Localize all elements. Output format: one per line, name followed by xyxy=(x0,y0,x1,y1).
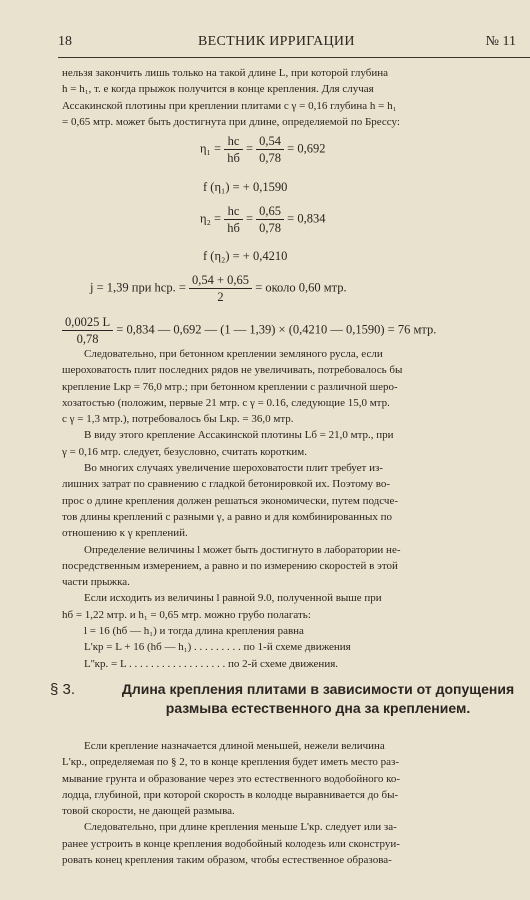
section-title-line: размыва естественного дна за креплением. xyxy=(165,700,471,716)
text-line: лишних затрат по сравнению с гладкой бетонировкой их. Поэтому во- xyxy=(62,478,391,491)
denominator: hб xyxy=(227,221,240,235)
fraction xyxy=(62,314,113,347)
text-line: прос о длине крепления должен решаться экономически, путем подсче- xyxy=(62,494,399,507)
text-line: Если исходить из величины l равной 9.0, полученной выше при xyxy=(84,592,382,605)
text-line: посредственным измерением, а равно и по измерению скоростей в этой xyxy=(62,559,398,572)
body-text xyxy=(62,346,530,672)
text-line: части прыжка. xyxy=(62,576,130,589)
numerator: hc xyxy=(224,133,243,150)
text-line: γ = 0,16 мтр. следует, безусловно, считать коротким. xyxy=(62,445,308,458)
fraction xyxy=(256,203,284,236)
text-line: ранее устроить в конце крепления водобойный колодезь или сконструи- xyxy=(62,837,400,850)
formula-length xyxy=(62,314,436,347)
journal-title: ВЕСТНИК ИРРИГАЦИИ xyxy=(198,34,355,49)
formula-lhs: j = 1,39 при hср. = xyxy=(90,280,186,295)
text-line: тов длины креплений с разными γ, а равно и для комбинированных по xyxy=(62,510,392,523)
numerator: 0,65 xyxy=(256,203,284,220)
fraction xyxy=(256,133,284,166)
text-line: Если крепление назначается длиной меньшей, нежели величина xyxy=(84,740,385,752)
text-line: ровать конец крепления таким образом, чтобы естественное образова- xyxy=(62,854,392,867)
section-title-line: Длина крепления плитами в зависимости от допущения xyxy=(121,681,515,697)
denominator: 0,78 xyxy=(259,221,282,235)
section-number: § 3. xyxy=(50,681,76,698)
text-line: Ассакинской плотины при креплении плитами с γ = 0,16 глубина h = h₁ xyxy=(62,99,397,112)
text-line: с γ = 1,3 мтр.), потребовалось бы Lкр. = 36,0 мтр. xyxy=(62,413,294,426)
text-line: = 0,65 мтр. может быть достигнута при длине, определяемой по Брессу: xyxy=(62,115,400,128)
formula-lhs: η₂ = xyxy=(200,211,222,226)
numerator: 0,54 + 0,65 xyxy=(189,272,252,289)
text-line: h = h₁, т. е когда прыжок получится в конце крепления. Для случая xyxy=(62,83,374,96)
text-line: L'кр., определяемая по § 2, то в конце крепления будет иметь место раз- xyxy=(62,756,400,769)
text-line: Следовательно, при длине крепления меньше L'кр. следует или за- xyxy=(84,821,397,834)
text-line: шероховатость плит последних рядов не увеличивать, потребовалось бы xyxy=(62,364,403,377)
formula-lhs: η₁ = xyxy=(200,141,222,156)
text-line: товой скорости, не дающей размыва. xyxy=(62,805,235,818)
text-line: лодца, глубиной, при которой скорость в колодце выравнивается до бы- xyxy=(62,788,399,801)
page-number: 18 xyxy=(58,34,72,49)
text-line: крепление Lкр = 76,0 мтр.; при бетонном креплении с различной шеро- xyxy=(62,380,398,393)
issue-number: № 11 xyxy=(485,34,516,49)
text-line: Следовательно, при бетонном креплении земляного русла, если xyxy=(84,348,383,360)
denominator: 0,78 xyxy=(76,332,99,346)
header-rule xyxy=(58,57,530,58)
formula-result: = 0,834 xyxy=(287,211,326,226)
formula-mean-depth xyxy=(90,272,347,305)
text-line: Определение величины l может быть достигнуто в лаборатории не- xyxy=(84,543,401,556)
numerator: 0,0025 L xyxy=(62,314,113,331)
numerator: 0,54 xyxy=(256,133,284,150)
intro-paragraph xyxy=(62,65,530,130)
text-line: l = 16 (hб — h₁) и тогда длина крепления равна xyxy=(84,625,304,638)
formula-result: = 0,834 — 0,692 — (1 — 1,39) × (0,4210 — 0,1590) = 76 мтр. xyxy=(116,322,437,337)
text-line: L''кр. = L . . . . . . . . . . . . . . . . . . по 2-й схеме движения. xyxy=(84,657,339,670)
text-line: hб = 1,22 мтр. и h₁ = 0,65 мтр. можно грубо полагать: xyxy=(62,608,311,621)
formula-f-eta1: f (η₁) = + 0,1590 xyxy=(203,180,288,194)
fraction xyxy=(224,203,243,236)
running-header xyxy=(58,34,520,56)
formula-result: = 0,692 xyxy=(287,141,326,156)
denominator: hб xyxy=(227,151,240,165)
formula-f-eta2: f (η₂) = + 0,4210 xyxy=(203,249,288,263)
text-line: Во многих случаях увеличение шероховатости плит требует из- xyxy=(84,462,383,475)
formula-eta2: η₂ = $\frac{hc}{hб}$ = $\frac{0,65}{0,78}$ = 0,834 xyxy=(200,204,326,235)
text-line: нельзя закончить лишь только на такой длине L, при которой глубина xyxy=(62,67,388,79)
denominator: 0,78 xyxy=(259,151,282,165)
denominator: 2 xyxy=(217,290,224,304)
text-line: мывание грунта и образование через это естественного водобойного ко- xyxy=(62,772,401,785)
numerator: hc xyxy=(224,203,243,220)
fraction xyxy=(189,272,252,305)
section-title xyxy=(98,680,530,718)
text-line: хозатостью (положим, первые 21 мтр. с γ = 0.16, следующие 15,0 мтр. xyxy=(62,396,390,409)
text-line: В виду этого крепление Ассакинской плотины Lб = 21,0 мтр., при xyxy=(84,429,394,442)
closing-text xyxy=(62,738,530,868)
fraction xyxy=(224,133,243,166)
formula-eta1: η₁ = $\frac{hc}{hб}$ = $\frac{0,54}{0,78}$ = 0,692 xyxy=(200,134,326,165)
text-line: L'кр = L + 16 (hб — h₁) . . . . . . . . . по 1-й схеме движения xyxy=(84,641,351,654)
text-line: отношению к γ креплений. xyxy=(62,527,188,540)
formula-result: = около 0,60 мтр. xyxy=(255,280,347,295)
